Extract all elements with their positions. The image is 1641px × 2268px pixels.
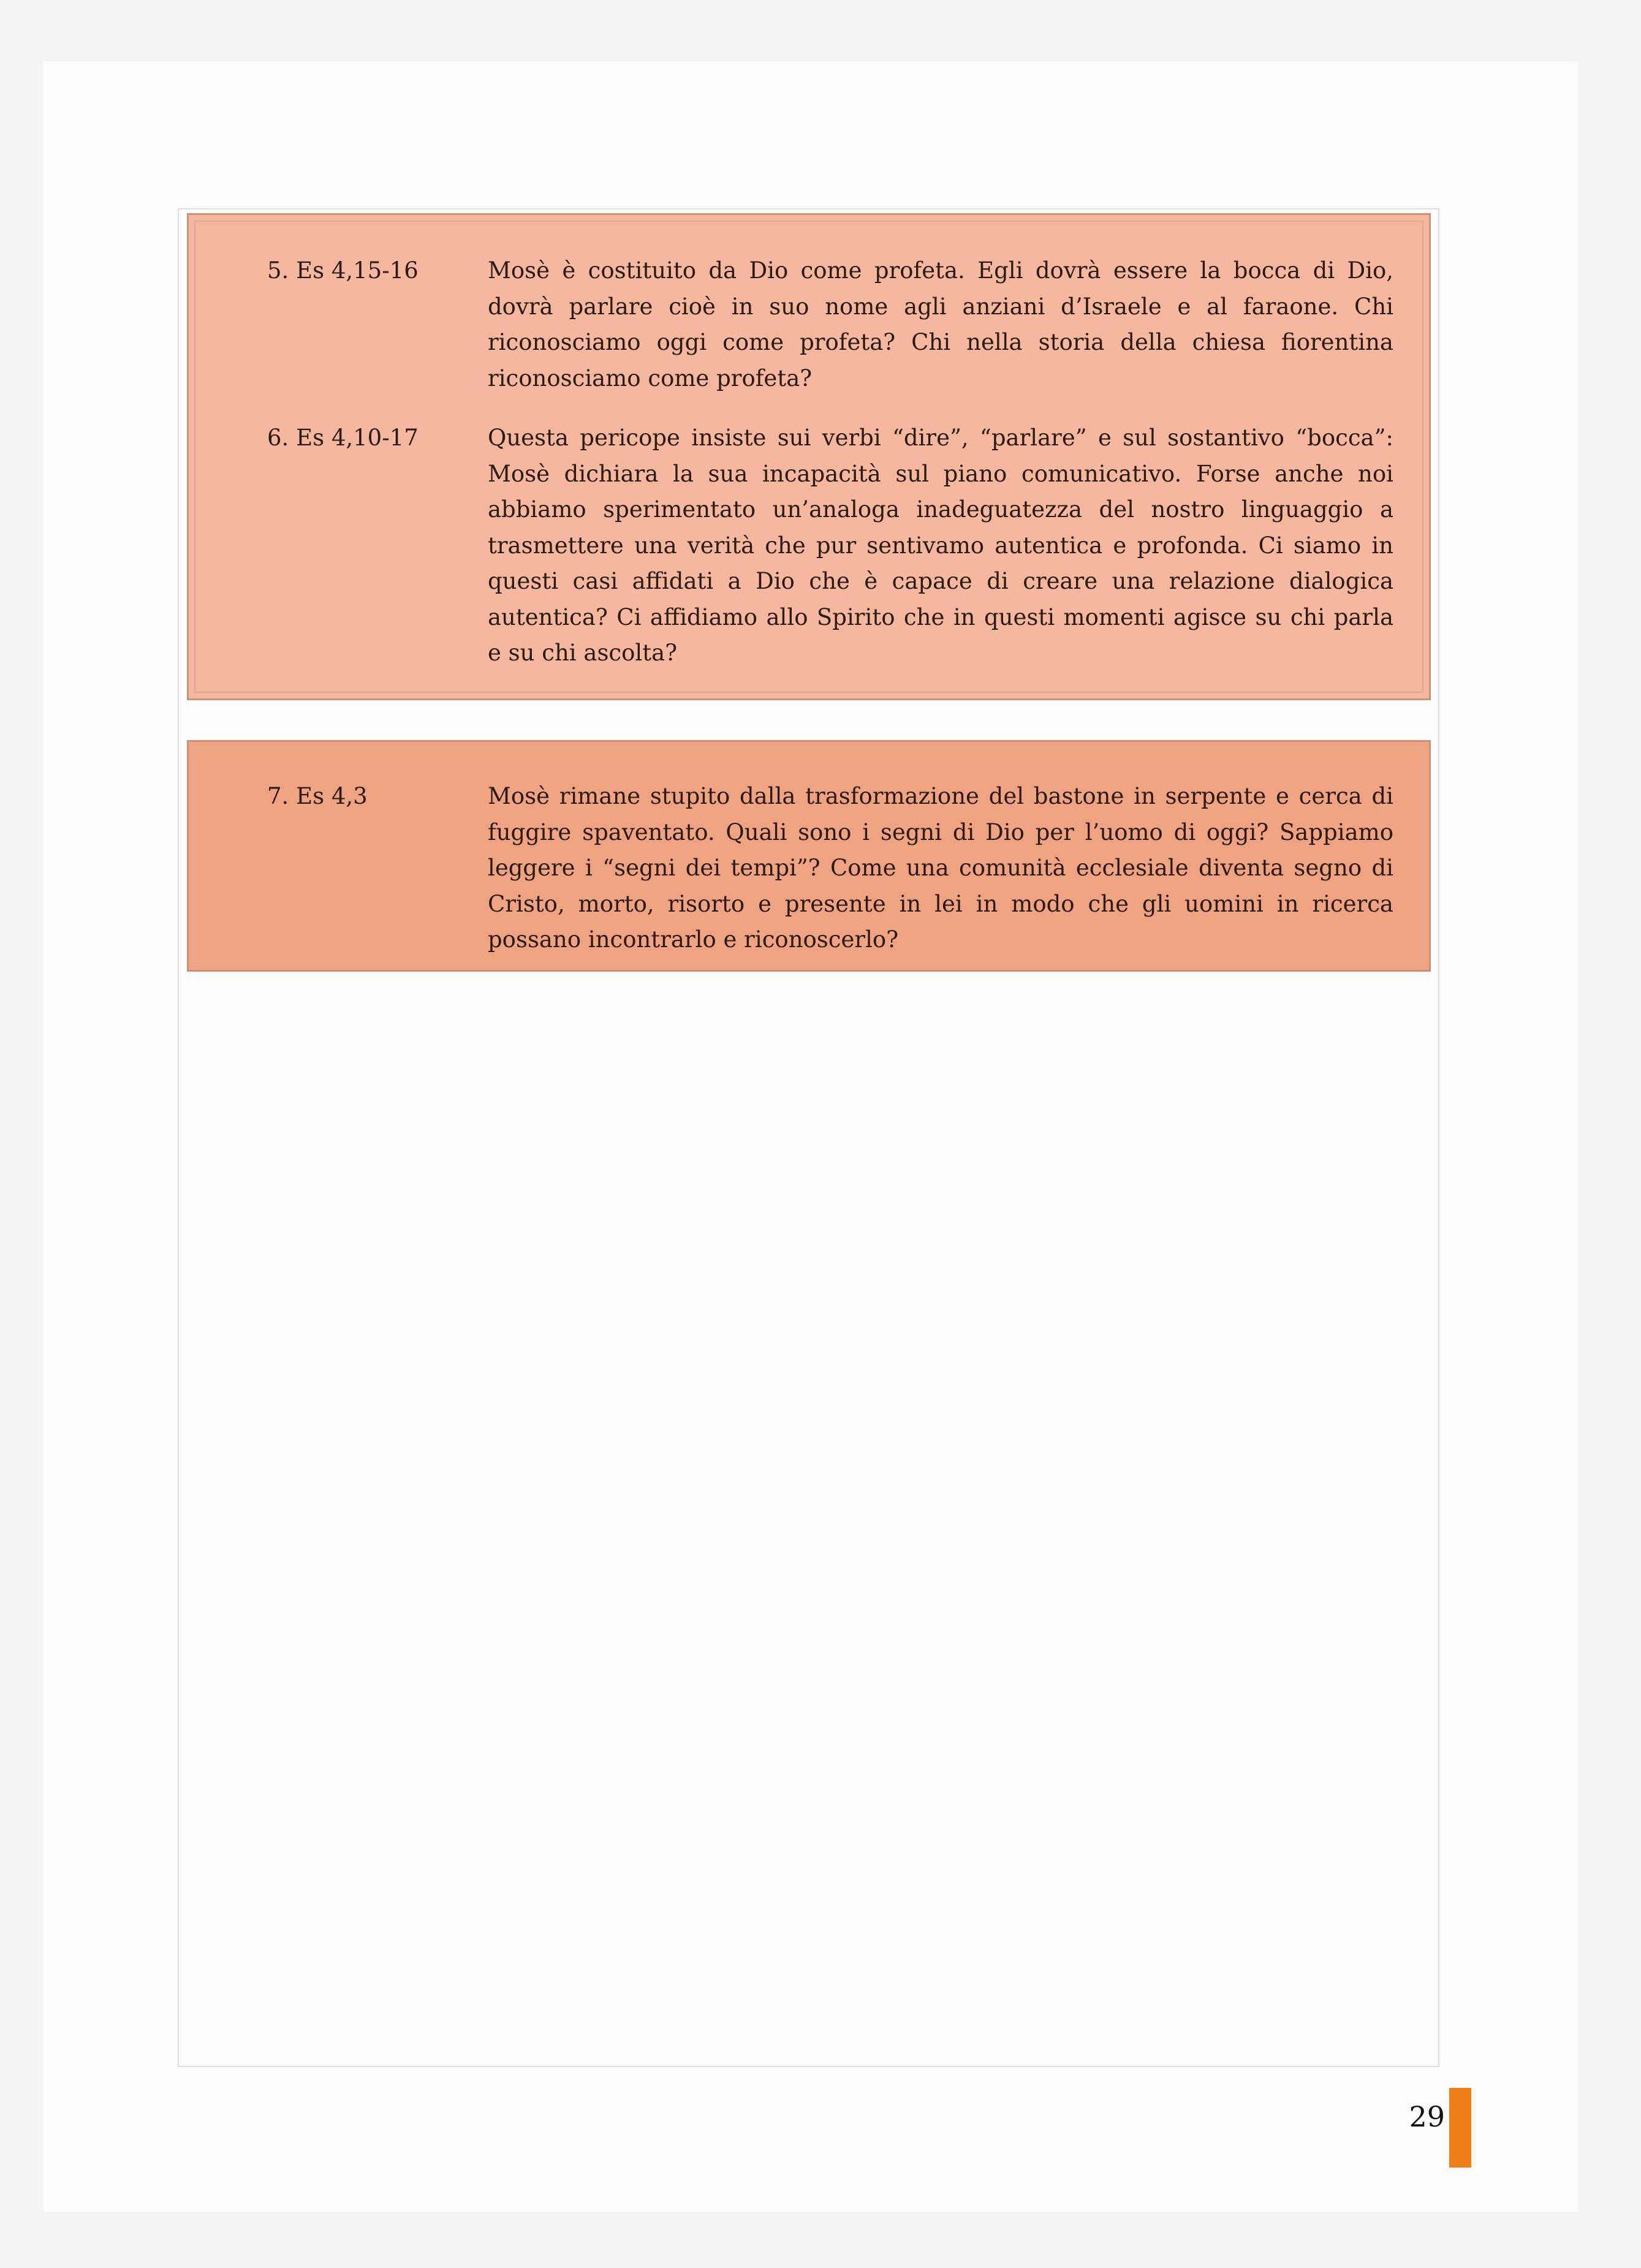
question-box-2	[187, 740, 1431, 972]
page-tab-marker	[1449, 2088, 1471, 2168]
question-item-6	[267, 420, 1393, 671]
question-text: Mosè è costituito da Dio come profeta. Egli dovrà essere la bocca di Dio, dovrà parlare cioè in suo nome agli anziani d’Israele e al faraone. Chi riconosciamo oggi come profeta? Chi nella storia della chiesa fiorentina riconosciamo come profeta?	[488, 257, 1393, 391]
scripture-reference: 5. Es 4,15-16	[267, 257, 419, 284]
scripture-reference: 6. Es 4,10-17	[267, 425, 419, 451]
question-box-1	[187, 213, 1431, 700]
scripture-reference: 7. Es 4,3	[267, 783, 368, 809]
page-number: 29	[1409, 2100, 1445, 2133]
question-item-7	[267, 779, 1393, 958]
question-item-5	[267, 253, 1393, 396]
question-text: Questa pericope insiste sui verbi “dire”, “parlare” e sul sostantivo “bocca”: Mosè dichiara la sua incapacità sul piano comunicativo. Forse anche noi abbiamo sperimentato un’analoga inadeguatezza del nostro linguaggio a trasmettere una verità che pur sentivamo autentica e profonda. Ci siamo in questi casi affidati a Dio che è capace di creare una relazione dialogica autentica? Ci affidiamo allo Spirito che in questi momenti agisce su chi parla e su chi ascolta?	[488, 425, 1393, 666]
question-text: Mosè rimane stupito dalla trasformazione del bastone in serpente e cerca di fuggire spaventato. Quali sono i segni di Dio per l’uomo di oggi? Sappiamo leggere i “segni dei tempi”? Come una comunità ecclesiale diventa segno di Cristo, morto, risorto e presente in lei in modo che gli uomini in ricerca possano incontrarlo e riconoscerlo?	[488, 783, 1393, 953]
